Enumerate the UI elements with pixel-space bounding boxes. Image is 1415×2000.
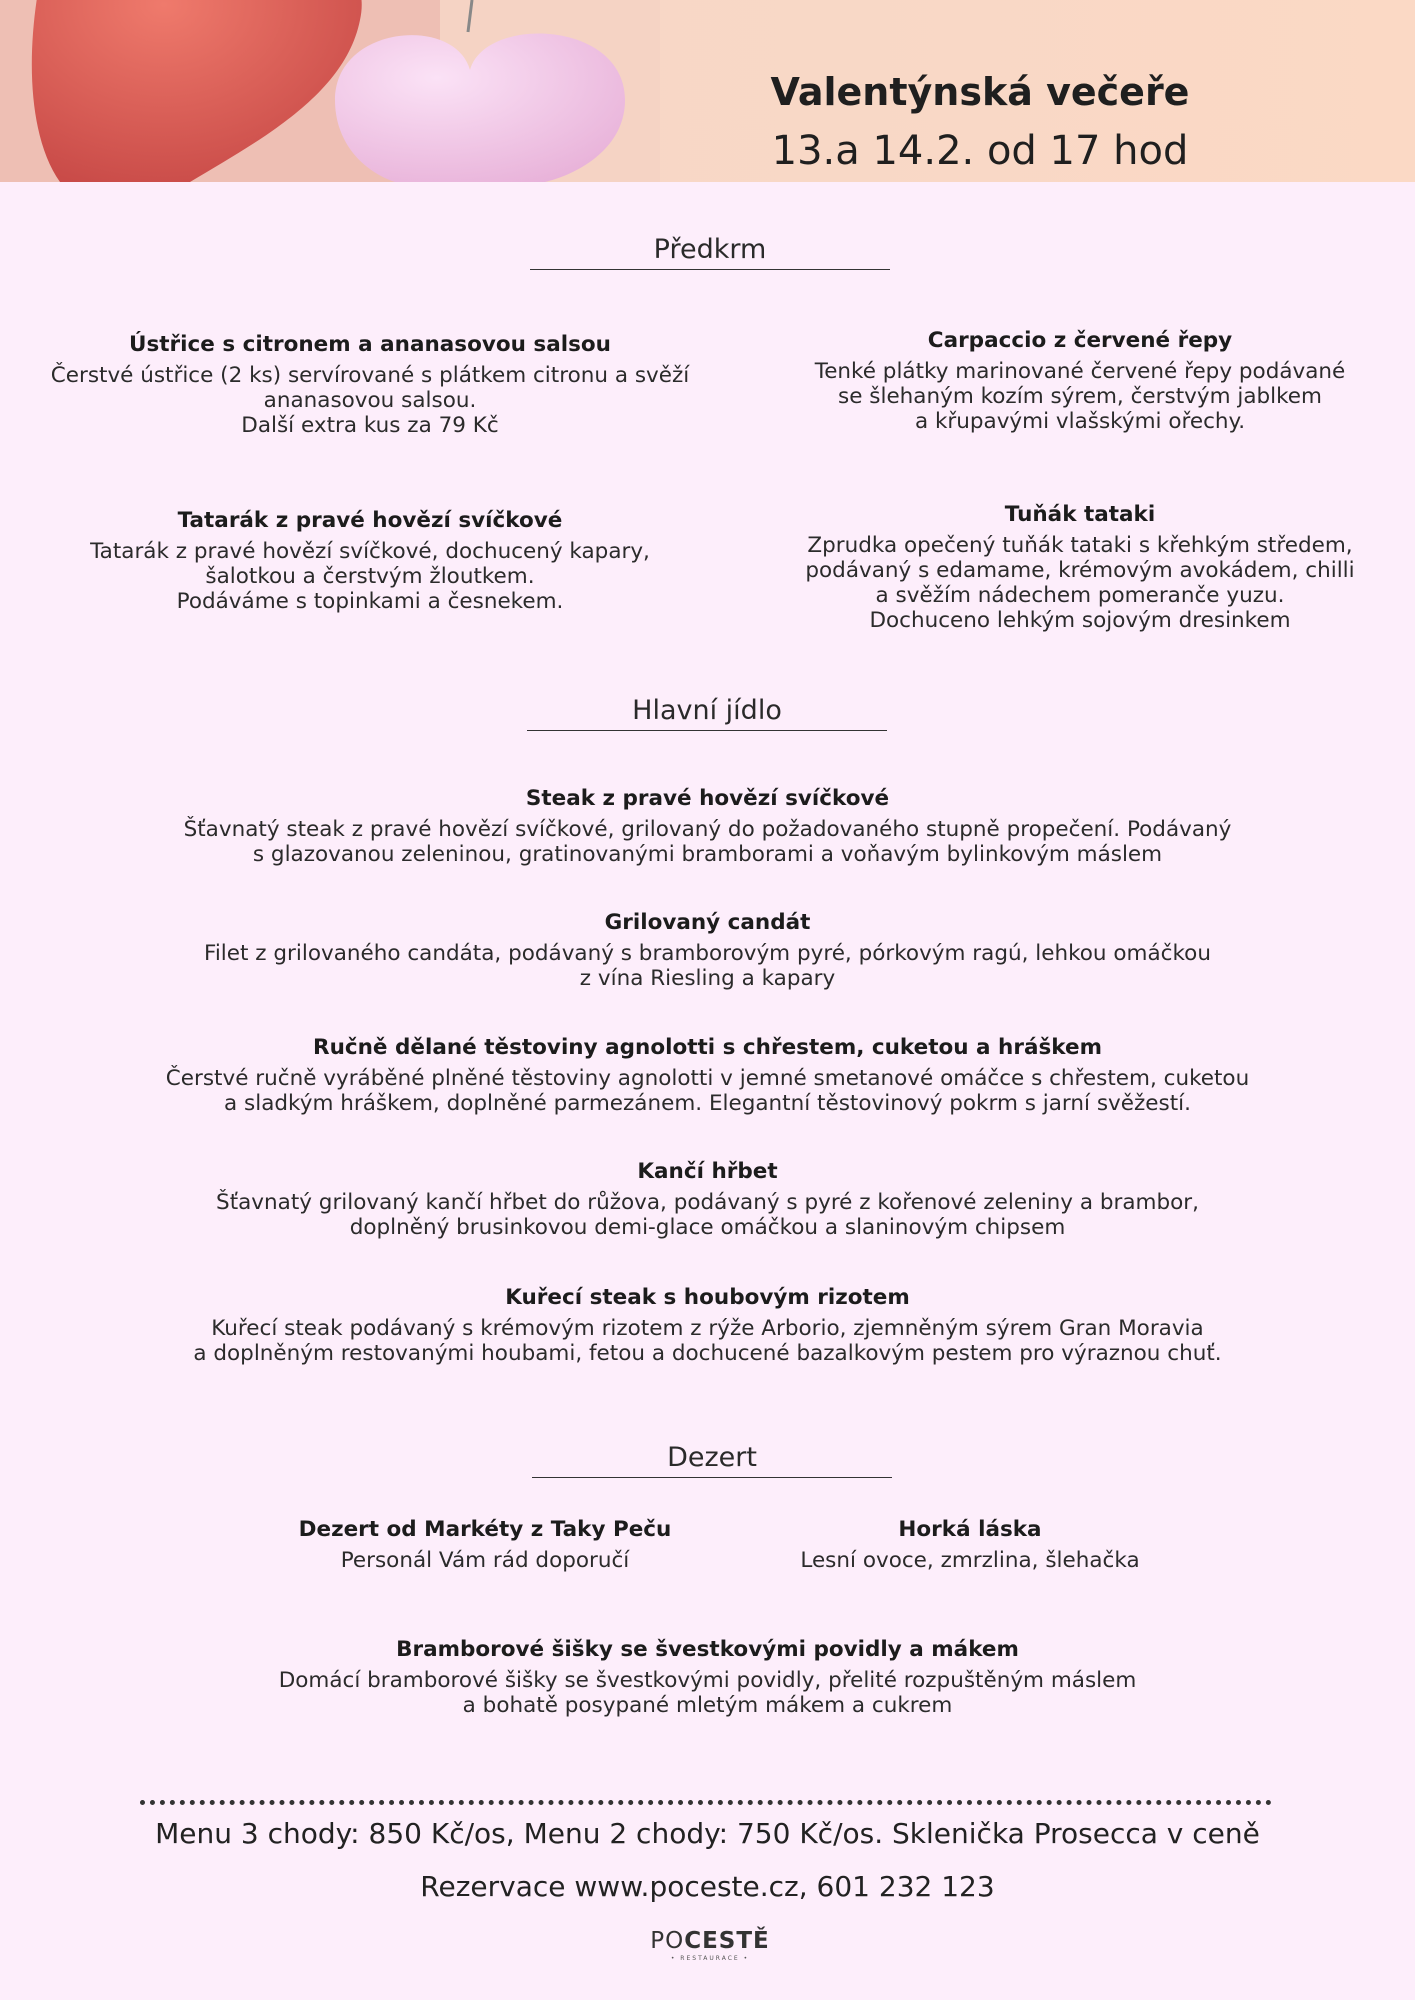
dish-desc-line: Další extra kus za 79 Kč — [241, 413, 499, 438]
dish-description — [760, 359, 1400, 434]
dish-desc-line: a bohatě posypané mletým mákem a cukrem — [462, 1693, 953, 1718]
logo-wordmark — [650, 1928, 770, 1954]
dish-description — [40, 539, 700, 614]
dish-desc-line: a doplněným restovanými houbami, fetou a dochucené bazalkovým pestem pro výraznou chuť. — [193, 1341, 1222, 1366]
dish-beef-tartare — [40, 508, 700, 614]
dish-desc-line: s glazovanou zeleninou, gratinovanými bramborami a voňavým bylinkovým máslem — [252, 842, 1163, 867]
section-title-starter: Předkrm — [530, 234, 890, 270]
hearts-illustration — [0, 0, 660, 182]
dish-description — [40, 363, 700, 438]
dish-name: Kančí hřbet — [637, 1159, 778, 1184]
dish-desc-line: Domácí bramborové šišky se švestkovými povidly, přelité rozpuštěným máslem — [278, 1668, 1137, 1693]
dish-name: Carpaccio z červené řepy — [927, 328, 1233, 353]
logo-wordmark-light: PO — [650, 1928, 685, 1954]
dish-description — [0, 817, 1415, 867]
dish-desc-line: a křupavými vlašskými ořechy. — [914, 409, 1246, 434]
dish-description — [0, 1316, 1415, 1366]
dish-name: Kuřecí steak s houbovým rizotem — [505, 1285, 910, 1310]
dish-oysters — [40, 332, 700, 438]
dish-desc-line: Tenké plátky marinované červené řepy podávané — [814, 359, 1346, 384]
dish-desc-line: doplněný brusinkovou demi-glace omáčkou a slaninovým chipsem — [349, 1215, 1066, 1240]
dish-description — [235, 1548, 735, 1573]
dish-desc-line: Tatarák z pravé hovězí svíčkové, dochucený kapary, — [90, 539, 650, 564]
dish-description — [740, 1548, 1200, 1573]
event-dates: 13.a 14.2. od 17 hod — [771, 128, 1189, 174]
dish-name: Ústřice s citronem a ananasovou salsou — [129, 332, 611, 357]
dish-name: Steak z pravé hovězí svíčkové — [525, 786, 890, 811]
dish-boar-loin — [0, 1159, 1415, 1240]
dish-desc-line: Dochuceno lehkým sojovým dresinkem — [869, 608, 1291, 633]
dish-name: Tuňák tataki — [1004, 502, 1156, 527]
dish-desc-line: Filet z grilovaného candáta, podávaný s bramborovým pyré, pórkovým ragú, lehkou omáčkou — [204, 941, 1211, 966]
dish-name: Bramborové šišky se švestkovými povidly a mákem — [396, 1637, 1019, 1662]
dish-description — [0, 941, 1415, 991]
dish-desc-line: se šlehaným kozím sýrem, čerstvým jablkem — [838, 384, 1322, 409]
dish-description — [0, 1066, 1415, 1116]
section-title-main: Hlavní jídlo — [527, 695, 887, 731]
dish-desc-line: a sladkým hráškem, doplněné parmezánem. Elegantní těstovinový pokrm s jarní svěžestí. — [224, 1091, 1191, 1116]
dish-desc-line: Šťavnatý steak z pravé hovězí svíčkové, grilovaný do požadovaného stupně propečení. Podávaný — [183, 817, 1232, 842]
dish-grilled-zander — [0, 910, 1415, 991]
dish-name: Dezert od Markéty z Taky Peču — [298, 1517, 672, 1542]
dish-agnolotti — [0, 1035, 1415, 1116]
dish-name: Ručně dělané těstoviny agnolotti s chřestem, cuketou a hráškem — [313, 1035, 1102, 1060]
reservation-info: Rezervace www.poceste.cz, 601 232 123 — [420, 1870, 995, 1903]
dish-desc-line: Čerstvé ručně vyráběné plněné těstoviny agnolotti v jemné smetanové omáčce s chřestem, cuketou — [165, 1066, 1250, 1091]
dish-desc-line: Personál Vám rád doporučí — [340, 1548, 630, 1573]
dotted-divider — [140, 1800, 1272, 1805]
dish-name: Grilovaný candát — [604, 910, 811, 935]
dish-beef-steak — [0, 786, 1415, 867]
dish-desc-line: šalotkou a čerstvým žloutkem. — [205, 564, 535, 589]
page-title: Valentýnská večeře — [770, 70, 1190, 114]
dish-tuna-tataki — [760, 502, 1400, 633]
dish-desc-line: podávaný s edamame, krémovým avokádem, chilli — [805, 558, 1355, 583]
dish-desc-line: a svěžím nádechem pomeranče yuzu. — [875, 583, 1285, 608]
dish-description — [0, 1190, 1415, 1240]
logo-wordmark-bold: CESTĚ — [684, 1928, 770, 1954]
dish-desc-line: Čerstvé ústřice (2 ks) servírované s plátkem citronu a svěží — [50, 363, 690, 388]
dish-desc-line: Kuřecí steak podávaný s krémovým rizotem z rýže Arborio, zjemněným sýrem Gran Moravia — [211, 1316, 1204, 1341]
dish-description — [0, 1668, 1415, 1718]
dish-hot-love — [740, 1517, 1200, 1573]
restaurant-logo — [650, 1928, 770, 1962]
dish-name: Horká láska — [898, 1517, 1042, 1542]
section-title-dessert: Dezert — [532, 1442, 892, 1478]
dish-desc-line: Šťavnatý grilovaný kančí hřbet do růžova, podávaný s pyré z kořenové zeleniny a brambor, — [216, 1190, 1199, 1215]
dish-description — [760, 533, 1400, 633]
dish-dessert-marketa — [235, 1517, 735, 1573]
dish-desc-line: Lesní ovoce, zmrzlina, šlehačka — [800, 1548, 1140, 1573]
dish-beet-carpaccio — [760, 328, 1400, 434]
dish-desc-line: z vína Riesling a kapary — [579, 966, 836, 991]
dish-desc-line: Zprudka opečený tuňák tataki s křehkým středem, — [807, 533, 1353, 558]
dish-desc-line: Podáváme s topinkami a česnekem. — [176, 589, 564, 614]
pink-heart-icon — [335, 34, 625, 182]
dish-name: Tatarák z pravé hovězí svíčkové — [177, 508, 563, 533]
logo-tagline: • RESTAURACE • — [670, 1955, 750, 1962]
menu-prices: Menu 3 chody: 850 Kč/os, Menu 2 chody: 750 Kč/os. Sklenička Prosecca v ceně — [155, 1817, 1260, 1850]
dish-potato-dumplings — [0, 1637, 1415, 1718]
dish-chicken-risotto — [0, 1285, 1415, 1366]
dish-desc-line: ananasovou salsou. — [263, 388, 477, 413]
header-banner — [0, 0, 1415, 182]
